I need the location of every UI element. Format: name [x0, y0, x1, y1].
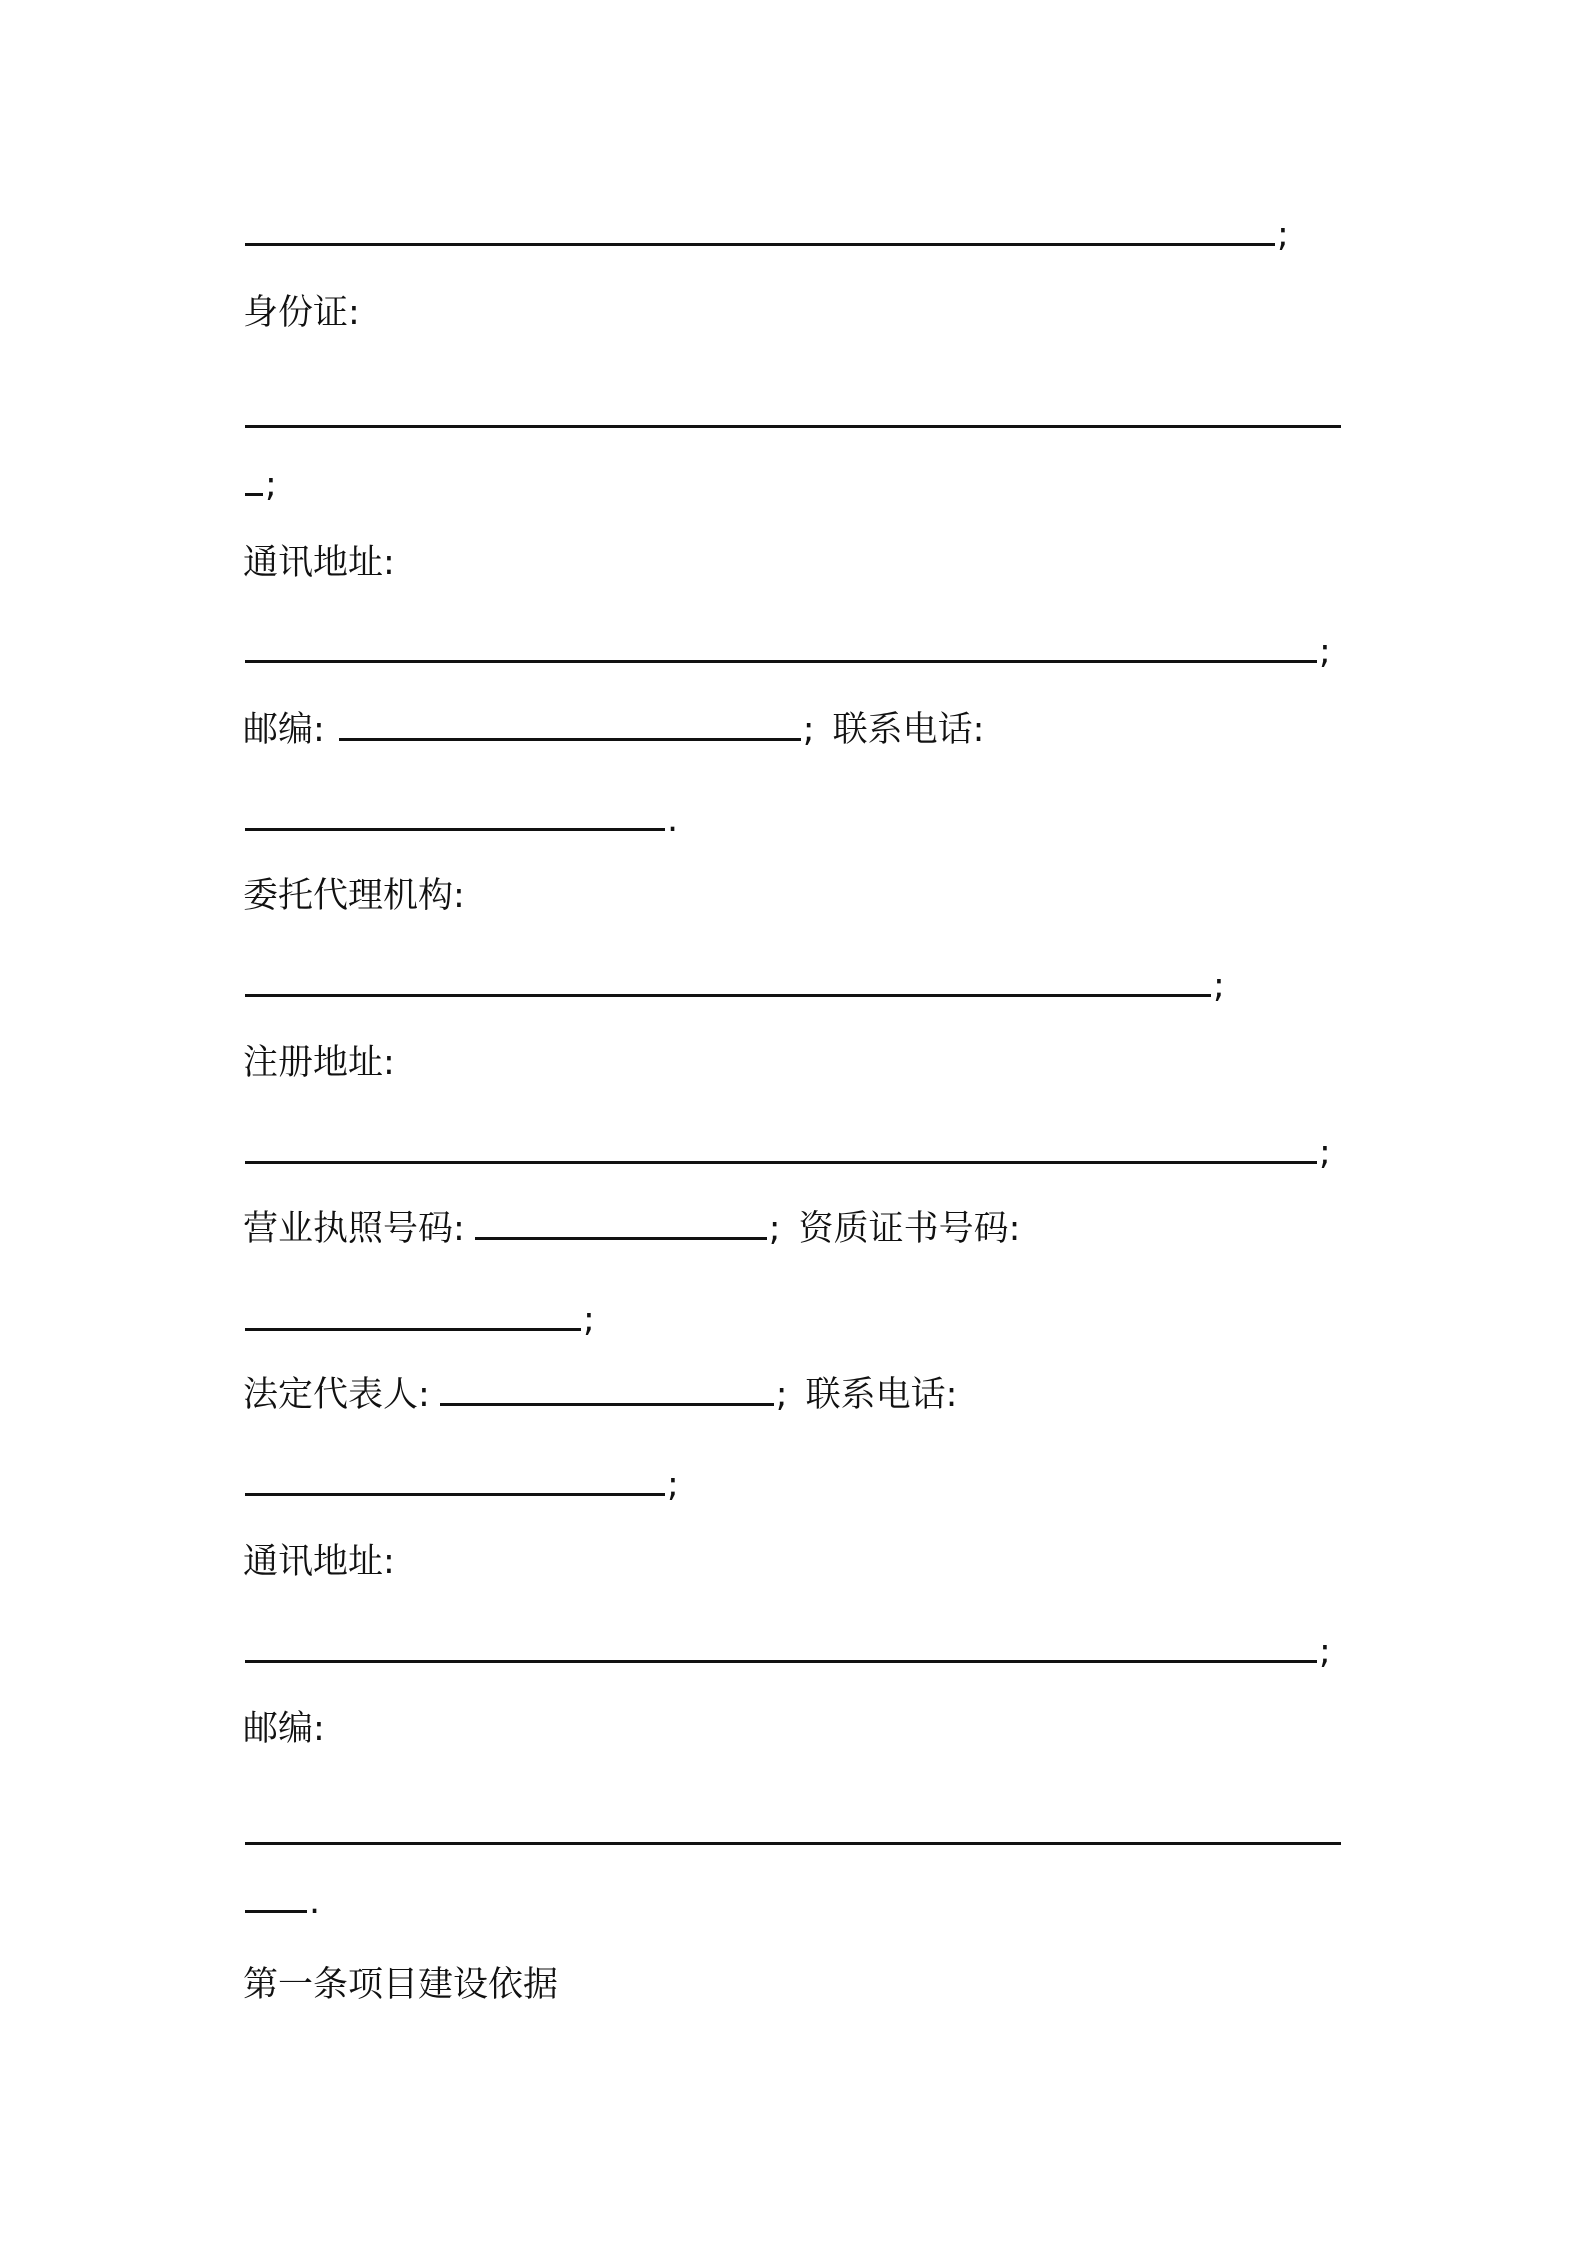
- registered-address-label: 注册地址:: [243, 1043, 395, 1083]
- fill-in-blank[interactable]: [245, 964, 1211, 997]
- blank-line: [243, 622, 1363, 682]
- line-suffix: .: [667, 800, 679, 840]
- blank-line: [243, 1123, 1363, 1183]
- blank-line: [243, 455, 1363, 515]
- line-suffix: ;: [1319, 632, 1331, 672]
- phone-label: 联系电话:: [832, 710, 985, 750]
- line-suffix: ;: [775, 1375, 788, 1415]
- business-license-blank[interactable]: [475, 1207, 767, 1240]
- address-label: 通讯地址:: [243, 543, 395, 583]
- postal-phone-line: [243, 700, 1363, 760]
- blank-line: [243, 1455, 1363, 1515]
- legal-rep-blank[interactable]: [440, 1373, 774, 1406]
- id-card-label: 身份证:: [243, 293, 360, 333]
- fill-in-blank[interactable]: [245, 1131, 1317, 1164]
- fill-in-blank[interactable]: [245, 1880, 307, 1913]
- line-suffix: ;: [802, 710, 815, 750]
- fill-in-blank[interactable]: [245, 1812, 1341, 1845]
- field-label-line: [243, 866, 1363, 926]
- line-suffix: ;: [265, 465, 277, 505]
- line-suffix: ;: [768, 1209, 781, 1249]
- fill-in-blank[interactable]: [245, 1463, 665, 1496]
- fill-in-blank[interactable]: [245, 1298, 581, 1331]
- blank-line: [243, 1872, 1363, 1932]
- postal-code-label: 邮编:: [243, 710, 325, 750]
- business-license-label: 营业执照号码:: [243, 1209, 465, 1249]
- blank-line: [243, 956, 1363, 1016]
- field-label-line: [243, 1532, 1363, 1592]
- blank-line: [243, 1290, 1363, 1350]
- field-label-line: [243, 1033, 1363, 1093]
- line-suffix: ;: [583, 1300, 595, 1340]
- line-suffix: ;: [1277, 215, 1289, 255]
- blank-line: [243, 387, 1363, 447]
- blank-line: [243, 1622, 1363, 1682]
- address-label: 通讯地址:: [243, 1542, 395, 1582]
- field-label-line: [243, 533, 1363, 593]
- blank-line: [243, 1804, 1363, 1864]
- section-heading-line: [243, 1955, 1363, 2015]
- fill-in-blank[interactable]: [245, 395, 1341, 428]
- field-label-line: [243, 283, 1363, 343]
- fill-in-blank[interactable]: [245, 213, 1275, 246]
- line-suffix: ;: [1213, 966, 1225, 1006]
- postal-code-label: 邮编:: [243, 1709, 325, 1749]
- qualification-cert-label: 资质证书号码:: [798, 1209, 1021, 1249]
- license-cert-line: [243, 1199, 1363, 1259]
- field-label-line: [243, 1699, 1363, 1759]
- fill-in-blank[interactable]: [245, 630, 1317, 663]
- line-suffix: .: [309, 1882, 321, 1922]
- line-suffix: ;: [667, 1465, 679, 1505]
- blank-line: [243, 205, 1363, 265]
- phone-label: 联系电话:: [805, 1375, 958, 1415]
- postal-code-blank[interactable]: [339, 708, 801, 741]
- rep-phone-line: [243, 1365, 1363, 1425]
- legal-rep-label: 法定代表人:: [243, 1375, 430, 1415]
- line-suffix: ;: [1319, 1632, 1331, 1672]
- fill-in-blank[interactable]: [245, 463, 263, 496]
- article-one-heading: 第一条项目建设依据: [243, 1965, 559, 2005]
- blank-line: [243, 790, 1363, 850]
- fill-in-blank[interactable]: [245, 1630, 1317, 1663]
- fill-in-blank[interactable]: [245, 798, 665, 831]
- agent-label: 委托代理机构:: [243, 876, 465, 916]
- line-suffix: ;: [1319, 1133, 1331, 1173]
